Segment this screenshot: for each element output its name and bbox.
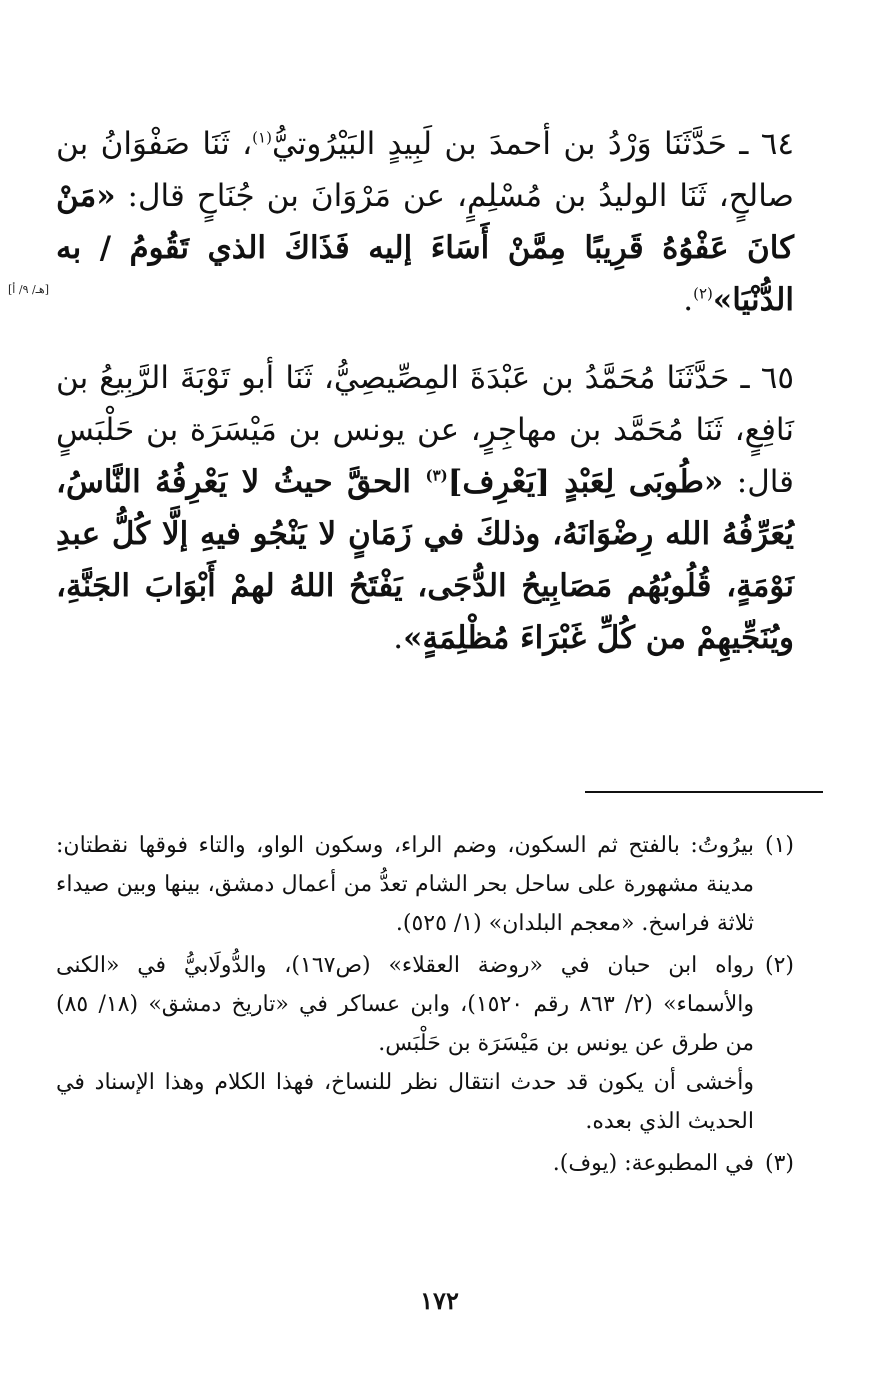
footnote-number: (٣) [764,1151,794,1176]
footnote-3 [56,1144,794,1183]
footnote-ref[interactable]: (٢) [693,284,713,303]
footnote-text: وأخشى أن يكون قد حدث انتقال نظر للنساخ، فهذا الكلام وهذا الإسناد في الحديث الذي بعده. [56,1070,754,1134]
hadith-64: ٦٤ ـ حَدَّثَنَا وَرْدُ بن أحمدَ بن لَبِيدٍ البَيْرُوتيُّ$^{(١)}$، ثَنَا صَفْوَانُ بن صالحٍ، ثَنَا الوليدُ بن مُسْلِمٍ، عن مَرْوَانَ بن جُنَاحٍ قال: «مَنْ كانَ عَفْوُهُ قَرِيبًا مِمَّنْ أَسَاءَ إليه فَذَاكَ الذي تَقُومُ / به الدُّنْيَا»$^{(٢)}$. [56,126,795,318]
footnote-1 [56,826,794,943]
hadith-65: ٦٥ ـ حَدَّثَنَا مُحَمَّدُ بن عَبْدَةَ المِصِّيصِيُّ، ثَنَا أبو تَوْبَةَ الرَّبِيعُ بن نَافِعٍ، ثَنَا مُحَمَّد بن مهاجِرٍ، عن يونس بن مَيْسَرَة بن حَلْبَسٍ قال: «طُوبَى لِعَبْدٍ [يَعْرِف]$^{(٣)}$ الحقَّ حيثُ لا يَعْرِفُهُ النَّاسُ، يُعَرِّفُهُ الله رِضْوَانَهُ، وذلكَ في زَمَانٍ لا يَنْجُو فيهِ إلَّا كُلُّ عبدِ نَوْمَةٍ، قُلُوبُهُم مَصَابِيحُ الدُّجَى، يَفْتَحُ اللهُ لهمْ أَبْوَابَ الجَنَّةِ، ويُنَجِّيهِمْ من كُلِّ غَبْرَاءَ مُظْلِمَةٍ». [56,360,794,656]
footnote-ref[interactable]: (٣) [425,466,448,485]
footnote-number: (٢) [764,953,794,978]
footnote-separator [585,791,823,793]
footnote-text: رواه ابن حبان في «روضة العقلاء» (ص١٦٧)، والدُّولَابيُّ في «الكنى والأسماء» (٢/ ٨٦٣ رقم ١٥٢٠)، وابن عساكر في «تاريخ دمشق» (١٨/ ٨٥) من طرق عن يونس بن مَيْسَرَة بن حَلْبَس. [56,953,755,1056]
footnote-text: بيرُوتُ: بالفتح ثم السكون، وضم الراء، وسكون الواو، والتاء فوقها نقطتان: مدينة مشهورة على ساحل بحر الشام تعدُّ من أعمال دمشق، بينها وبين صيداء ثلاثة فراسخ. «معجم البلدان» (١/ ٥٢٥). [56,833,754,936]
footnote-ref[interactable]: (١) [252,128,272,147]
hadith-matn: «طُوبَى لِعَبْدٍ [يَعْرِف]$^{(٣)}$ الحقَّ حيثُ لا يَعْرِفُهُ النَّاسُ، يُعَرِّفُهُ الله رِضْوَانَهُ، وذلكَ في زَمَانٍ لا يَنْجُو فيهِ إلَّا كُلُّ عبدِ نَوْمَةٍ، قُلُوبُهُم مَصَابِيحُ الدُّجَى، يَفْتَحُ اللهُ لهمْ أَبْوَابَ الجَنَّةِ، ويُنَجِّيهِمْ من كُلِّ غَبْرَاءَ مُظْلِمَةٍ» [56,464,794,656]
hadith-isnad-rest: ، ثَنَا صَفْوَانُ بن صالحٍ، ثَنَا الوليدُ بن مُسْلِمٍ، عن مَرْوَانَ بن جُنَاحٍ قال: [56,126,794,214]
footnotes [56,826,794,1186]
page-number: ١٧٢ [420,1286,459,1315]
footnote-number: (١) [764,833,794,858]
hadith-isnad: حَدَّثَنَا وَرْدُ بن أحمدَ بن لَبِيدٍ البَيْرُوتيُّ [271,126,727,162]
hadith-number: ٦٥ [760,360,794,396]
margin-manuscript-ref: [هـ/ ٩/ أ] [8,283,50,296]
hadith-isnad: حَدَّثَنَا مُحَمَّدُ بن عَبْدَةَ المِصِّيصِيُّ، ثَنَا أبو تَوْبَةَ الرَّبِيعُ بن نَافِعٍ، ثَنَا مُحَمَّد بن مهاجِرٍ، عن يونس بن مَيْسَرَة بن حَلْبَسٍ قال: [56,360,794,500]
footnote-text: في المطبوعة: (يوف). [552,1151,754,1176]
hadith-matn: «مَنْ كانَ عَفْوُهُ قَرِيبًا مِمَّنْ أَسَاءَ إليه فَذَاكَ الذي تَقُومُ / به الدُّنْيَا» [56,178,794,318]
hadith-number: ٦٤ [760,126,795,162]
footnote-2 [56,946,794,1141]
main-text [8,118,795,664]
